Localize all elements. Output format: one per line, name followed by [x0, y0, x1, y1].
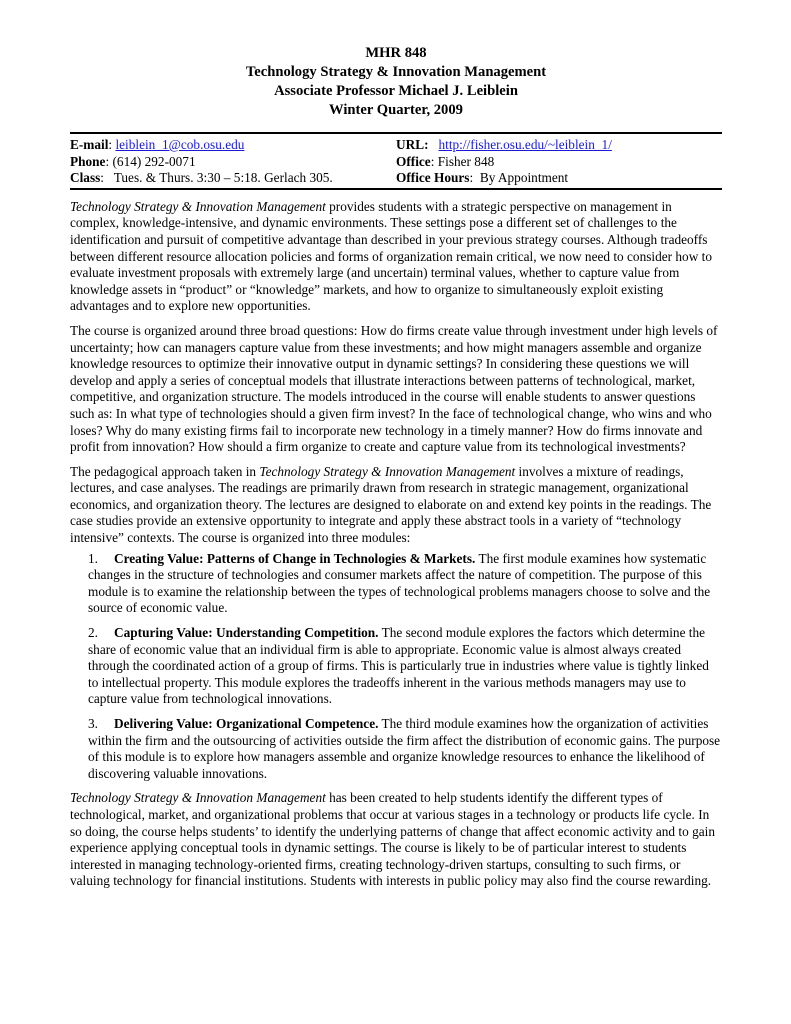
instructor-name: Associate Professor Michael J. Leiblein: [274, 83, 518, 99]
module-text: The first module examines how systematic changes in the structure of technologies and consumer markets affect the nature of competition. The purpose of this module is to examine the relationship between the types of technological problems managers choose to solve and the source of economic value.: [88, 550, 711, 616]
office-hours-value: By Appointment: [479, 170, 569, 186]
url-label: URL:: [396, 137, 429, 152]
paragraph-audience: [70, 790, 722, 890]
url-link[interactable]: http://fisher.osu.edu/~leiblein_1/: [438, 137, 612, 152]
module-text: The third module examines how the organization of activities within the firm and the outsourcing of activities outside the firm affect the distribution of economic gains. The purpose of this module is to explore how managers assemble and organize knowledge resources to enhance the likelihood of discovering valuable innovations.: [88, 716, 721, 781]
syllabus-page: [70, 44, 722, 898]
paragraph-intro-text: provides students with a strategic perspective on management in complex, knowledge-intensive, and dynamic environments. These settings pose a different set of challenges to the identification and pursuit of competitive advantage than described in your previous strategy courses. Although tradeoffs between different resource allocation policies and forms of organization remain critical, we now need to consider how to evaluate investment proposals with extremely large (and uncertain) terminal values, whether to capture value from knowledge assets in “product” or “knowledge” markets, and how to organize to simultaneously exploit existing advantages and to explore new opportunities.: [70, 198, 712, 314]
office-label: Office: [396, 153, 431, 169]
email-cell: E-mail: leiblein_1@cob.osu.edu: [70, 137, 245, 152]
module-item: [88, 551, 722, 617]
office-value: Fisher 848: [437, 153, 495, 169]
module-number: 1.: [88, 550, 98, 566]
info-row-phone-office: [70, 154, 722, 171]
contact-info-table: [70, 132, 722, 190]
class-cell: Class: Tues. & Thurs. 3:30 – 5:18. Gerlach 305.: [70, 170, 333, 186]
info-row-email-url: [70, 137, 722, 154]
paragraph-pedagogy-before: The pedagogical approach taken in: [70, 463, 260, 479]
office-hours-cell: Office Hours: By Appointment: [396, 170, 569, 186]
module-heading: Delivering Value: Organizational Competence.: [114, 716, 379, 731]
email-link[interactable]: leiblein_1@cob.osu.edu: [115, 137, 245, 152]
phone-label: Phone: [70, 153, 106, 169]
paragraph-pedagogy: [70, 464, 722, 547]
paragraph-audience-text: has been created to help students identify the different types of technological, market, and organizational problems that occur at various stages in a technology or products life cycle. In so doing, the course helps students’ to identify the underlying patterns of change that affect economic activity and to gain experience applying conceptual tools in dynamic settings. The course is likely to be of particular interest to students interested in managing technology-oriented firms, creating technology-driven startups, consulting to such firms, or valuing technology for financial institutions. Students with interests in public policy may also find the course rewarding.: [70, 790, 715, 889]
module-heading: Creating Value: Patterns of Change in Technologies & Markets.: [114, 550, 476, 566]
office-hours-label: Office Hours: [396, 170, 470, 186]
url-cell: [396, 137, 722, 154]
class-value: Tues. & Thurs. 3:30 – 5:18. Gerlach 305.: [113, 170, 333, 186]
term: Winter Quarter, 2009: [329, 102, 463, 118]
class-label: Class: [70, 170, 101, 186]
module-item: [88, 625, 722, 708]
phone-value: (614) 292-0071: [112, 153, 196, 169]
module-number: 2.: [88, 625, 98, 641]
module-item: [88, 716, 722, 782]
module-text: The second module explores the factors which determine the share of economic value that an individual firm is able to appropriate. Economic value is almost always created through the coordinated action of a group of firms. This is particularly true in industries where value is tightly linked to intellectual property. This module explores the tradeoffs inherent in the various methods managers may use to capture value from technological innovations.: [88, 625, 709, 707]
email-label: E-mail: [70, 137, 109, 152]
course-title-italic: Technology Strategy & Innovation Management: [70, 790, 326, 806]
office-cell: Office: Fisher 848: [396, 153, 495, 169]
module-number: 3.: [88, 716, 98, 731]
module-heading: Capturing Value: Understanding Competition.: [114, 625, 379, 641]
course-code: MHR 848: [365, 45, 427, 61]
phone-cell: Phone: (614) 292-0071: [70, 153, 196, 169]
course-title-italic: Technology Strategy & Innovation Management: [70, 198, 326, 214]
document-header: [70, 44, 722, 120]
paragraph-questions: The course is organized around three broad questions: How do firms create value through investment under high levels of uncertainty; how can managers capture value from these investments; and how might managers assemble and organize knowledge resources to optimize their innovative output in dynamic settings? In considering these questions we will develop and apply a series of conceptual models that illustrate interactions between patterns of technological, market, competitive, and organization structure. The models introduced in the course will enable students to answer questions such as: In what type of technologies should a given firm invest? In the face of technological change, who wins and who loses? Why do many existing firms fail to incorporate new technology in a timely manner? How do firms innovate and profit from innovation? How should a firm organize to create and capture value from its technological investments?: [70, 322, 718, 455]
info-row-class-hours: [70, 170, 722, 187]
paragraph-intro: [70, 199, 722, 315]
course-title-italic: Technology Strategy & Innovation Management: [259, 463, 516, 479]
paragraph-pedagogy-after: involves a mixture of readings, lectures, and case analyses. The readings are primarily drawn from research in strategic management, organizational economics, and organization theory. The lectures are designed to elaborate on and extend key points in the readings. The case studies provide an extensive opportunity to integrate and apply these abstract tools in a variety of “technology intensive” contexts. The course is organized into three modules:: [70, 463, 712, 546]
course-title: Technology Strategy & Innovation Management: [245, 64, 547, 80]
